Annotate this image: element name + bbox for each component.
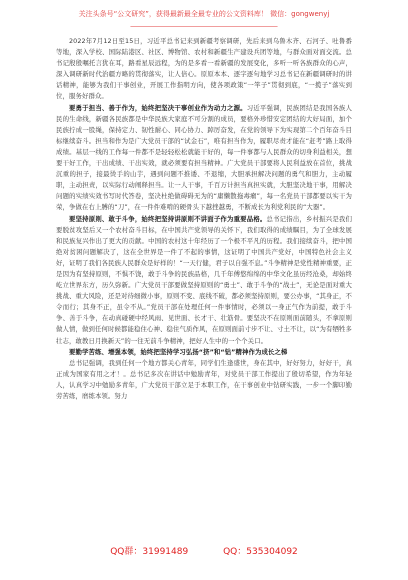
article-paragraph-section-2 — [56, 214, 352, 347]
section-heading-3: 要勤学苦练、增强本领，始终把坚持学习弘扬“挤”和“钻”精神作为成长之梯 — [69, 347, 288, 356]
section-heading-1: 要勇于担当、善于作为，始终把坚决干事创业作为动力之源。 — [69, 103, 247, 112]
contact-footer — [0, 546, 408, 558]
article-paragraph-section-3-heading — [56, 347, 352, 358]
section-body-1: 习近平强调，民族团结是我国各族人民的生命线，新疆各民族都是中华民族大家庭不可分割的成员，要格外珍惜安定团结的大好局面，加个民族拧成一股绳，保持定力、韧性耐心、同心协力、踔厉奋发，在党的领导下为实现第二个百年奋斗目标继续奋斗。担当和作为是广大党员干部的“试金石”，唯有担当作为，履职尽责才能在“赶考”路上取得成绩。基层一线的工作每一件都不是轻轻松松就能干好的，每一件事都与人民群众的切身利益相关，想要干好工作，干出成绩、干出实效，就必须要有担当精神。广大党员干部要将人民利益放在首位，挑战沉重的担子，接最烫手的山芋，遇到问题不推诿、不退缩，大胆承担解决问题的勇气和胆力，主动履职，主动担责，以实际行动阐释担当。让一人干事，千百万计担当真担实就，大胆坚决地干事，用解决问题的实绩实效书写时代答卷，坚决杜绝做碍碍无为的“庸懒散拖毒瘤”，每一名党员干部都要以实干为荣，争做在右上膊的“刀”，在一件件难啃的硬骨头下越挫越勇，不断成长为利党利民的“大器”。 — [56, 103, 352, 212]
article-paragraph-section-1 — [56, 103, 352, 214]
promo-header — [0, 10, 408, 28]
article-paragraph-intro: 2022年7月12日至15日，习近平总书记来到新疆考察调研，先后来到乌鲁木齐、石河子、吐鲁番等地，深入学校、国际陆港区、社区、博物馆、农村和新疆生产建设兵团等地，与群众面对面交流。总书记殷殷嘱托言犹在耳，路看星辰远程，为的是多看一看新疆的发展变化，多听一听各族群众的心声，深入调研新时代治疆方略的贯彻落实，让人倍心。原原本本、逐字逐句地学习总书记在新疆调研时的讲话精神，能够为我们干事创业，开展工作指明方向，使各项政策“一竿子”贯彻到底，“一揽子”落实到位，服务好群众。 — [56, 37, 352, 101]
article-paragraph-section-3: 总书记强调，我到任何一个地方都关心青年，同学们生逢盛世，身在其中，好好努力，好好干，真正成为国家有用之才！。总书记多次在讲话中勉励青年，对党员干部工作提出了殷切希望，作为年轻人，认真学习中勉励多青年，广大党员干部立足于本职工作，在干事创业中钻研实践，一步一个脚印勤劳苦练，磨练本领。努力 — [56, 358, 352, 400]
header-underline: __________________________________________ — [130, 19, 278, 27]
article-body — [56, 36, 352, 402]
section-body-2: 总书记指出，乡村振兴是我们要脱贫攻坚后又一个农村奋斗目标，在中国共产党领导的关怀下，我们取得的成绩瞩目，为了全球发展和民族复兴作出了更大的贡献。中国的农村这十年经历了一个极不平凡的历程。我们接续奋斗，把中国绝对贫困问题解决了，这在全世界是一件了不起的事情，这证明了中国共产党好，中国特色社会主义好，证明了我们各民族人民群众是好样的！“一天行健，君子以自强不息。”斗争精神是党性精神重要，正是因为有坚持原则，不惧不饶，敢于斗争的民族品格，几千年傅悠绵绵的中华文化虽历经沧桑，却始终屹立世界东方，历久弥新。广大党员干部要做坚持原则的“勇士”、敢于斗争的“战士”，无论是面对重大挑战、重大风险，还是对待细微小事，原则不变、底线不破，都必须坚持原则，要公办事，“其身正，不令而行；其身不正，虽令不从。”党员干部在处理任何一件事情时，必须以一身正气作为前提，敢于斗争、善于斗争，在动真碰硬中经风雨、见世面、长才干、壮筋骨。要坚决不在原则面前随头，不拿原则做人情，做到任何时候都能稳住心神、稳住气质作风，在原则面前寸步不让、寸土不让，以“为有牺牲多壮志，敢教日月换新天”的一往无前斗争精神，把好人生中的一个个关口。 — [56, 214, 352, 345]
promo-header-text: 关注头条号“公文研究”，获得最新最全最专业的公文资料库！ 微信：gongwenyj — [78, 10, 330, 18]
section-heading-2: 要坚持原则、敢于斗争，始终把坚持讲原则不讲面子作为重要品格。 — [69, 214, 267, 223]
qq-number-text: QQ：535304092 — [223, 547, 298, 557]
qq-group-text: QQ群：31991489 — [110, 547, 189, 557]
